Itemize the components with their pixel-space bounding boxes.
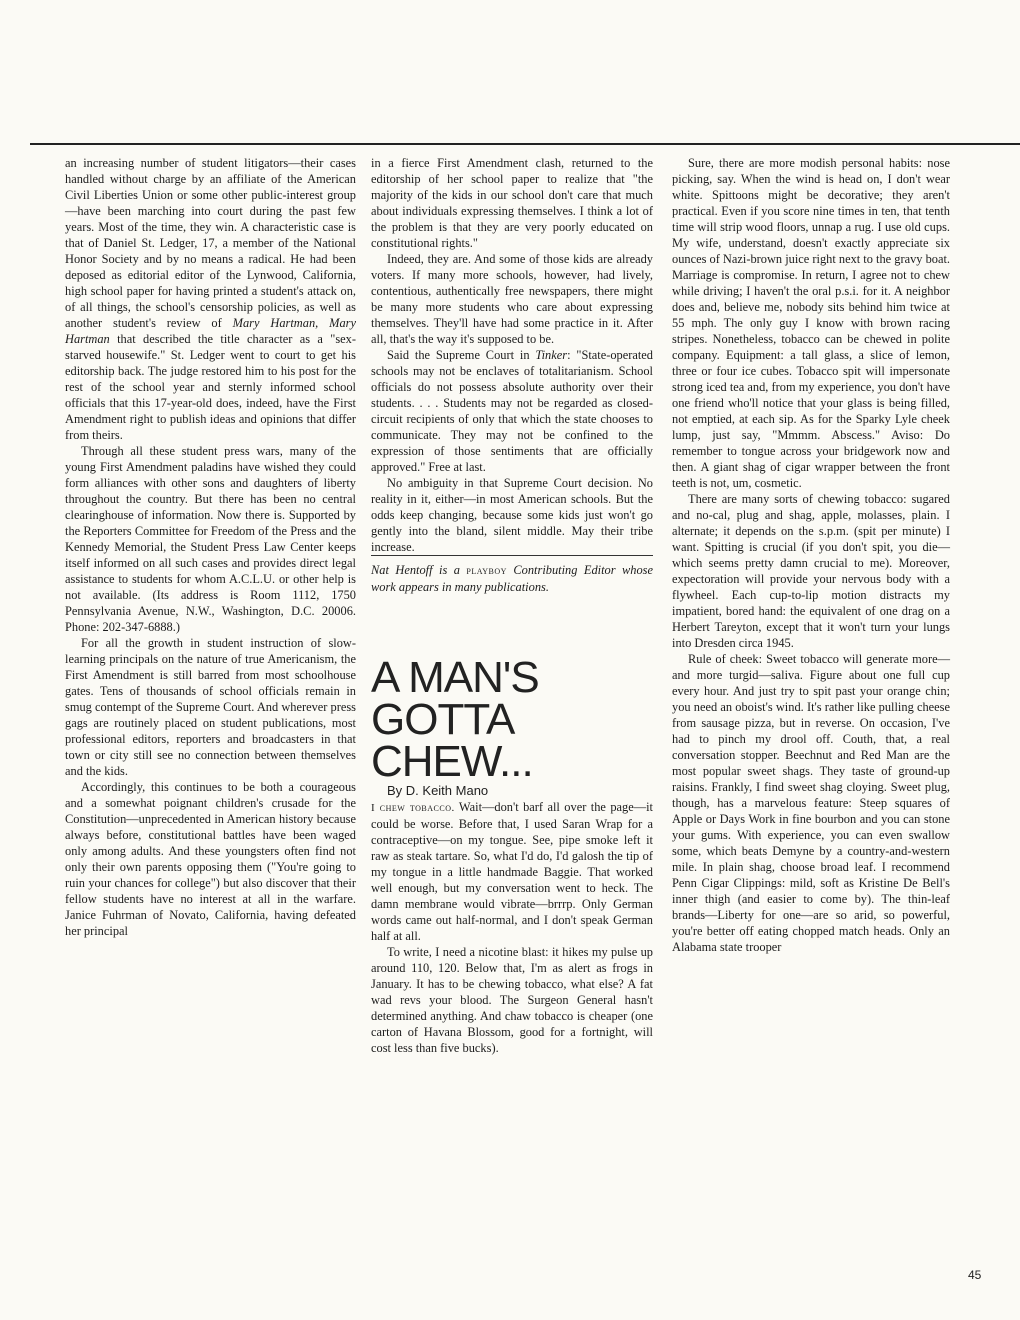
column-3 bbox=[672, 155, 950, 955]
paragraph: For all the growth in student instruction of slow-learning principals on the nature of true Americanism, the First Amendment is still barred from most schoolhouse gates. Tens of thousands of school officials remain in smug contempt of the Supreme Court. And wherever press gags are routinely placed on student publications, most professional editors, reporters and broadcasters in that town or city still see no connection between themselves and the kids. bbox=[65, 636, 356, 778]
top-rule bbox=[30, 143, 1020, 145]
paragraph: Said the Supreme Court in Tinker: "State-operated schools may not be enclaves of totalitarianism. School officials do not possess absolute authority over their students. . . . Students may not be regarded as closed-circuit recipients of only that which the state chooses to communicate. They may not be confined to the expression of those sentiments that are officially approved." Free at last. bbox=[371, 348, 653, 474]
paragraph: Indeed, they are. And some of those kids are already voters. If many more schools, however, had lively, contentious, authentically free newspapers, there might be many more students who care about expressing themselves. They'll have had some practice in it. After all, that's the way it's supposed to be. bbox=[371, 252, 653, 346]
author-bio: Nat Hentoff is a playboy Contributing Editor whose work appears in many publications. bbox=[371, 555, 653, 595]
paragraph: I chew tobacco. Wait—don't barf all over the page—it could be worse. Before that, I used Saran Wrap for a contraceptive—on my tongue. See, pipe smoke left it raw as steak tartare. So, what I'd do, I'd galosh the tip of my tongue in a little handmade Baggie. That worked well enough, but my conversation went to heck. The damn membrane would vibrate—brrrp. Only German words came out half-normal, and I don't speak German half at all. bbox=[371, 800, 653, 943]
page-number: 45 bbox=[968, 1268, 982, 1282]
paragraph: Sure, there are more modish personal habits: nose picking, say. When the wind is head on, I don't wear white. Spittoons might be decorative; they aren't practical. Even if you score nine times in ten, that tenth time will strip wood floors, unnap a rug. I use old cups. My wife, understand, doesn't exactly appreciate six ounces of Nazi-brown juice right next to the gravy boat. Marriage is compromise. In return, I agree not to chew while driving; I haven't the oral p.s.i. for it. A neighbor does and, believe me, nobody sits behind him twice at 55 mph. The only guy I know with brown racing stripes. Nonetheless, tobacco can be chewed in polite company. Equipment: a tall glass, a slice of lemon, three or four ice cubes. Tobacco spit will impersonate strong iced tea and, from my experience, you don't have one friend who'll notice that your glass is being filled, not emptied, at each sip. As for the Sparky Lyle cheek lump, just say, "Mmmm. Abscess." Aviso: Do remember to tongue across your bridgework now and then. A giant shag of cigar wrapper between the front teeth is not, um, cosmetic. bbox=[672, 156, 951, 490]
paragraph: Through all these student press wars, many of the young First Amendment paladins have wished they could form alliances with other sons and daughters of liberty throughout the country. But there has been no central clearinghouse of information. Now there is. Supported by the Reporters Committee for Freedom of the Press and the Kennedy Memorial, the Student Press Law Center keeps itself informed on all such cases and provides direct legal assistance to students for whom A.C.L.U. or other help is not available. (Its address is Room 1112, 1750 Pennsylvania Avenue, N.W., Washington, D.C. 20006. Phone: 202-347-6888.) bbox=[65, 444, 356, 634]
byline: By D. Keith Mano bbox=[387, 783, 489, 798]
article-headline: A MAN'S GOTTA CHEW... bbox=[371, 653, 539, 786]
paragraph: To write, I need a nicotine blast: it hikes my pulse up around 110, 120. Below that, I'm as alert as frogs in January. It has to be chewing tobacco, what else? A fat wad revs your blood. The Surgeon General hasn't determined anything. And chaw tobacco is cheaper (one carton of Havana Blossom, good for a fortnight, will cost less than five bucks). bbox=[371, 945, 653, 1055]
paragraph: an increasing number of student litigators—their cases handled without charge by an affiliate of the American Civil Liberties Union or some other public-interest group—have been marching into court during the past few years. Most of the time, they win. A characteristic case is that of Daniel St. Ledger, 17, a member of the National Honor Society and by no means a radical. He had been deposed as editorial editor of the Lynwood, California, high school paper for having printed a student's attack on, of all things, the school's censorship policies, as well as another student's review of Mary Hartman, Mary Hartman that described the title character as a "sex-starved housewife." St. Ledger went to court to get his editorship back. The judge restored him to his post for the rest of the school year and sternly informed school officials that this 17-year-old does, indeed, have the First Amendment right to publish ideas and opinions that differ from theirs. bbox=[65, 156, 356, 442]
paragraph: Accordingly, this continues to be both a courageous and a somewhat poignant children's crusade for the Constitution—unprecedented in American history because always before, constitutional battles have been waged only among adults. And these youngsters often find not only their own parents opposing them ("You're going to ruin your chances for college") but also discover that their fellow students have no interest at all in the warfare. Janice Fuhrman of Novato, California, having defeated her principal bbox=[65, 780, 356, 938]
paragraph: Rule of cheek: Sweet tobacco will generate more—and more turgid—saliva. Figure about one full cup every hour. And just try to spit past your orange chin; you need an oboist's wind. It's rather like pulling cheese from sausage pizza, but in reverse. On occasion, I've had to pinch my drool off. Couth, that, a real conversation stopper. Beechnut and Red Man are the most popular sweet shags. They taste of ground-up raisins. Frankly, I find sweet shag cloying. Sweet plug, though, has a marvelous feature: Steep squares of Apple or Days Work in fine bourbon and you can stone your gums. With experience, you can even swallow some, which beats Demyne by a country-and-western mile. In plain shag, choose broad leaf. I recommend Penn Cigar Clippings: mild, soft as Kristine De Bell's inner thigh (and easier to come by). The thin-leaf brands—Liberty for one—are so arid, so powerful, you're better off eating chopped match heads. Only an Alabama state trooper bbox=[672, 652, 950, 954]
case-name: Tinker bbox=[535, 348, 568, 362]
paragraph: in a fierce First Amendment clash, returned to the editorship of her school paper to realize that "the majority of the kids in our school don't care that much about individuals expressing themselves. I think a lot of the problem is that they are very poorly educated on constitutional rights." bbox=[371, 156, 653, 250]
column-2 bbox=[371, 155, 653, 1056]
paragraph: No ambiguity in that Supreme Court decision. No reality in it, either—in most American schools. But the odds keep changing, because some kids just won't go gently into the bland, silent middle. May their tribe increase. bbox=[371, 476, 653, 554]
lead-in: I chew tobacco. bbox=[371, 802, 455, 814]
magazine-name: playboy bbox=[466, 565, 507, 577]
column-1 bbox=[65, 155, 356, 939]
tv-show-title: Mary Hartman, Mary Hartman bbox=[65, 316, 356, 346]
paragraph: There are many sorts of chewing tobacco: sugared and no-cal, plug and shag, apple, molasses, plain. I alternate; it depends on the s.p.m. (spit per minute) I want. Spitting is crucial (if you don't spit, you die—which seems pretty damn crucial to me). Moreover, expectoration will provide your nervous body with a flywheel. Each cup-to-lip motion distracts my impatient, bored hand: the equivalent of one drag on a Herbert Tareyton, except that it won't turn your lungs into Dresden circa 1945. bbox=[672, 492, 950, 650]
